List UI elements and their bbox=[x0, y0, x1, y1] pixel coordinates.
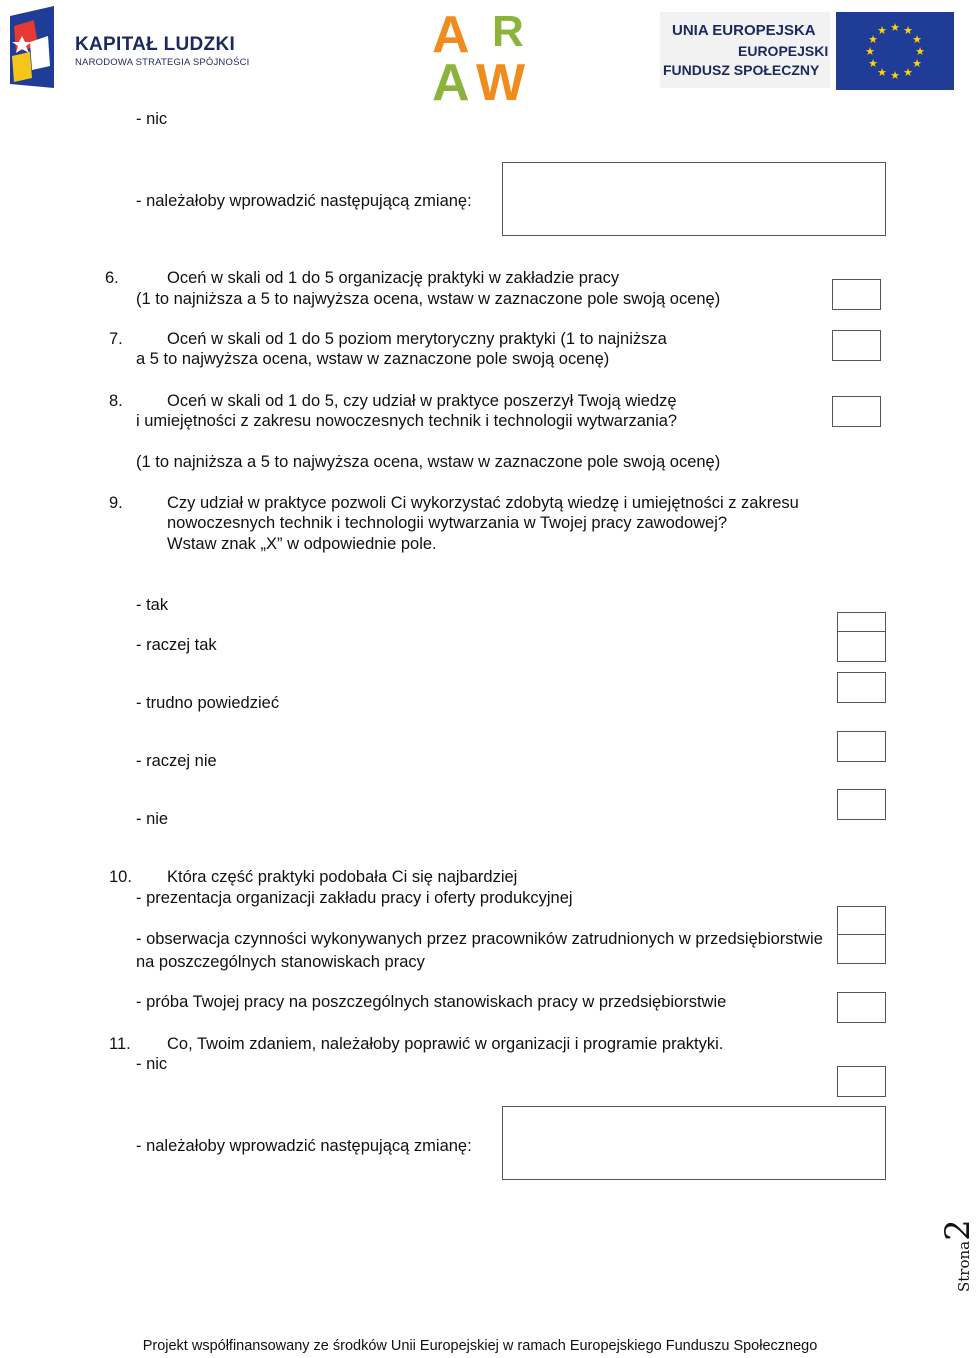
page-number-label: Strona bbox=[955, 1240, 973, 1292]
q9-number: 9. bbox=[109, 494, 123, 512]
q9-checkbox-tak[interactable] bbox=[837, 612, 886, 632]
svg-text:A: A bbox=[432, 6, 470, 64]
svg-text:★: ★ bbox=[890, 21, 900, 34]
q9-option-raczej-nie: - raczej nie bbox=[136, 752, 217, 770]
top-option-change: - należałoby wprowadzić następującą zmianę: bbox=[136, 192, 472, 210]
q8-question: Oceń w skali od 1 do 5, czy udział w praktyce poszerzył Twoją wiedzę bbox=[167, 392, 677, 410]
q9-question-cont: nowoczesnych technik i technologii wytwarzania w Twojej pracy zawodowej? bbox=[167, 514, 728, 532]
q9-option-nie: - nie bbox=[136, 810, 169, 828]
svg-text:★: ★ bbox=[865, 45, 875, 58]
q10-option-obserwacja-cont: na poszczególnych stanowiskach pracy bbox=[136, 953, 425, 971]
eu-line2: EUROPEJSKI bbox=[738, 43, 829, 59]
q9-checkbox-raczej-tak[interactable] bbox=[837, 631, 886, 662]
q6-rating-box[interactable] bbox=[832, 279, 881, 310]
q10-option-prezentacja: - prezentacja organizacji zakładu pracy i oferty produkcyjnej bbox=[136, 889, 573, 907]
q11-change-textbox[interactable] bbox=[502, 1106, 886, 1180]
eu-line3: FUNDUSZ SPOŁECZNY bbox=[663, 62, 820, 78]
svg-text:★: ★ bbox=[903, 24, 913, 37]
q9-checkbox-nie[interactable] bbox=[837, 789, 886, 820]
q8-number: 8. bbox=[109, 392, 123, 410]
q7-number: 7. bbox=[109, 330, 123, 348]
svg-text:★: ★ bbox=[890, 69, 900, 82]
top-change-textbox[interactable] bbox=[502, 162, 886, 236]
q9-instruction: Wstaw znak „X” w odpowiednie pole. bbox=[167, 535, 437, 553]
q9-option-tak: - tak bbox=[136, 596, 169, 614]
svg-text:★: ★ bbox=[868, 57, 878, 70]
q10-checkbox-proba[interactable] bbox=[837, 992, 886, 1023]
svg-text:A: A bbox=[432, 54, 470, 112]
kl-subtitle: NARODOWA STRATEGIA SPÓJNOŚCI bbox=[75, 57, 250, 68]
q7-rating-box[interactable] bbox=[832, 330, 881, 361]
q8-question-cont: i umiejętności z zakresu nowoczesnych technik i technologii wytwarzania? bbox=[136, 412, 678, 430]
svg-text:★: ★ bbox=[868, 33, 878, 46]
svg-text:★: ★ bbox=[912, 57, 922, 70]
eu-line1: UNIA EUROPEJSKA bbox=[672, 22, 816, 39]
q11-option-change: - należałoby wprowadzić następującą zmianę: bbox=[136, 1137, 472, 1155]
svg-text:★: ★ bbox=[915, 45, 925, 58]
q8-rating-box[interactable] bbox=[832, 396, 881, 427]
svg-text:W: W bbox=[476, 54, 526, 112]
q10-question: Która część praktyki podobała Ci się najbardziej bbox=[167, 868, 518, 886]
q11-option-nic: - nic bbox=[136, 1055, 168, 1073]
svg-text:★: ★ bbox=[903, 66, 913, 79]
q10-option-obserwacja: - obserwacja czynności wykonywanych przez pracowników zatrudnionych w przedsiębiorstwie bbox=[136, 930, 823, 948]
q9-checkbox-raczej-nie[interactable] bbox=[837, 731, 886, 762]
q11-checkbox-nic[interactable] bbox=[837, 1066, 886, 1097]
footer-text: Projekt współfinansowany ze środków Unii Europejskiej w ramach Europejskiego Funduszu Społecznego bbox=[142, 1338, 818, 1354]
eu-flag-icon bbox=[836, 12, 954, 90]
kapital-ludzki-emblem-icon bbox=[8, 6, 56, 88]
q9-checkbox-trudno[interactable] bbox=[837, 672, 886, 703]
page-number bbox=[938, 1219, 978, 1292]
kl-title: KAPITAŁ LUDZKI bbox=[75, 34, 236, 55]
svg-text:R: R bbox=[492, 7, 524, 56]
q10-option-obserwacja-clip bbox=[136, 929, 836, 951]
q10-option-proba: - próba Twojej pracy na poszczególnych stanowiskach pracy w przedsiębiorstwie bbox=[136, 993, 727, 1011]
svg-text:★: ★ bbox=[877, 66, 887, 79]
top-option-nic: - nic bbox=[136, 110, 168, 128]
page-number-value: 2 bbox=[938, 1219, 978, 1241]
q11-number: 11. bbox=[109, 1035, 131, 1053]
q9-question: Czy udział w praktyce pozwoli Ci wykorzystać zdobytą wiedzę i umiejętności z zakresu bbox=[167, 494, 799, 512]
q9-option-raczej-tak: - raczej tak bbox=[136, 636, 217, 654]
q9-option-trudno: - trudno powiedzieć bbox=[136, 694, 280, 712]
q7-instruction: a 5 to najwyższa ocena, wstaw w zaznaczone pole swoją ocenę) bbox=[136, 350, 610, 368]
svg-text:★: ★ bbox=[877, 24, 887, 37]
q7-question: Oceń w skali od 1 do 5 poziom merytoryczny praktyki (1 to najniższa bbox=[167, 330, 667, 348]
q10-checkbox-prezentacja[interactable] bbox=[837, 906, 886, 935]
svg-text:★: ★ bbox=[912, 33, 922, 46]
q10-number: 10. bbox=[109, 868, 132, 886]
araw-logo-icon bbox=[432, 6, 550, 112]
q11-question: Co, Twoim zdaniem, należałoby poprawić w organizacji i programie praktyki. bbox=[167, 1035, 724, 1053]
q6-number: 6. bbox=[105, 269, 119, 287]
q8-instruction: (1 to najniższa a 5 to najwyższa ocena, wstaw w zaznaczone pole swoją ocenę) bbox=[136, 453, 721, 471]
q10-checkbox-obserwacja[interactable] bbox=[837, 934, 886, 964]
q6-question: Oceń w skali od 1 do 5 organizację praktyki w zakładzie pracy bbox=[167, 269, 620, 287]
q6-instruction: (1 to najniższa a 5 to najwyższa ocena, wstaw w zaznaczone pole swoją ocenę) bbox=[136, 290, 721, 308]
